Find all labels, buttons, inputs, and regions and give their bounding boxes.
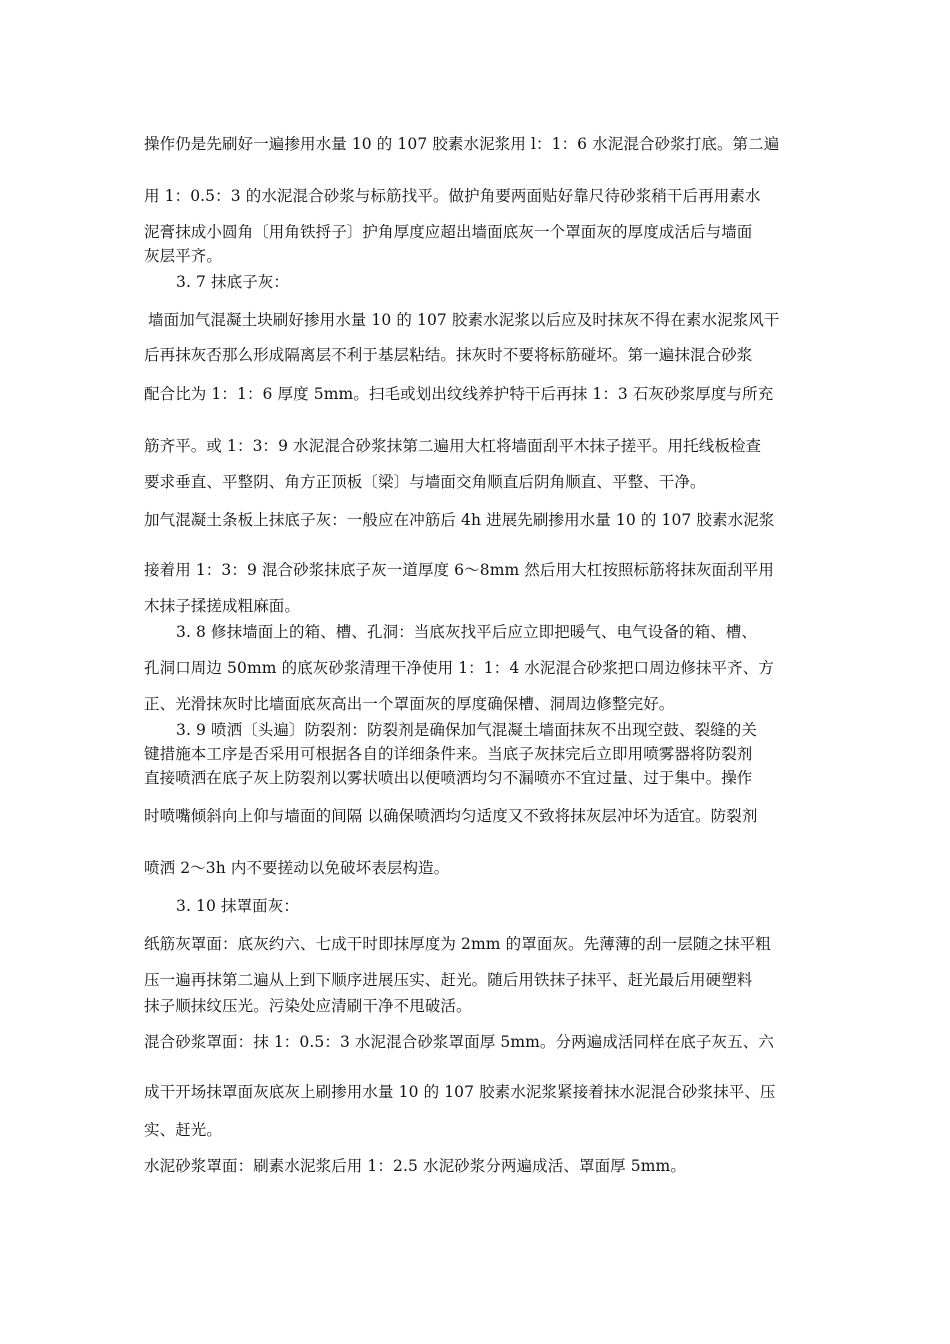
text-line: 实、赶光。	[144, 1121, 223, 1139]
section-heading: 3. 9 喷洒〔头遍〕防裂剂：防裂剂是确保加气混凝土墙面抹灰不出现空鼓、裂缝的关	[176, 721, 758, 739]
section-heading: 3. 8 修抹墙面上的箱、槽、孔洞：当底灰找平后应立即把暖气、电气设备的箱、槽、	[176, 623, 758, 641]
text-line: 要求垂直、平整阴、角方正顶板〔梁〕与墙面交角顺直后阴角顺直、平整、干净。	[144, 473, 706, 491]
text-line: 孔洞口周边 50mm 的底灰砂浆清理干净使用 1：1：4 水泥混合砂浆把口周边修抹平齐、方	[144, 659, 774, 677]
text-line: 用 1：0.5：3 的水泥混合砂浆与标筋找平。做护角要两面贴好靠尺待砂浆稍干后再用素水	[144, 187, 761, 205]
text-line: 筋齐平。或 1：3：9 水泥混合砂浆抹第二遍用大杠将墙面刮平木抹子搓平。用托线板检查	[144, 437, 762, 455]
text-line: 正、光滑抹灰时比墙面底灰高出一个罩面灰的厚度确保槽、洞周边修整完好。	[144, 695, 675, 713]
text-line: 配合比为 1：1：6 厚度 5mm。扫毛或划出纹线养护特干后再抹 1：3 石灰砂浆厚度与所充	[144, 385, 774, 403]
text-line: 喷洒 2～3h 内不要搓动以免破坏表层构造。	[144, 859, 450, 877]
text-line: 接着用 1：3：9 混合砂浆抹底子灰一道厚度 6～8mm 然后用大杠按照标筋将抹灰面刮平用	[144, 561, 774, 579]
text-line: 加气混凝土条板上抹底子灰：一般应在冲筋后 4h 进展先刷掺用水量 10 的 107 胶素水泥浆	[144, 511, 775, 529]
text-line: 泥膏抹成小圆角〔用角铁捋子〕护角厚度应超出墙面底灰一个罩面灰的厚度成活后与墙面	[144, 223, 753, 241]
text-line: 纸筋灰罩面：底灰约六、七成干时即抹厚度为 2mm 的罩面灰。先薄薄的刮一层随之抹平粗	[144, 935, 771, 953]
text-line: 木抹子揉搓成粗麻面。	[144, 597, 301, 615]
text-line: 灰层平齐。	[144, 247, 223, 265]
text-line: 抹子顺抹纹压光。污染处应清刷干净不甩破活。	[144, 997, 472, 1015]
section-heading: 3. 10 抹罩面灰：	[176, 897, 299, 915]
text-line: 直接喷洒在底子灰上防裂剂以雾状喷出以便喷洒均匀不漏喷亦不宜过量、过于集中。操作	[144, 769, 753, 787]
text-line: 水泥砂浆罩面：刷素水泥浆后用 1：2.5 水泥砂浆分两遍成活、罩面厚 5mm。	[144, 1157, 686, 1175]
text-line: 键措施本工序是否采用可根据各自的详细条件来。当底子灰抹完后立即用喷雾器将防裂剂	[144, 745, 753, 763]
text-line: 后再抹灰否那么形成隔离层不利于基层粘结。抹灰时不要将标筋碰坏。第一遍抹混合砂浆	[144, 346, 753, 364]
text-line: 混合砂浆罩面：抹 1：0.5：3 水泥混合砂浆罩面厚 5mm。分两遍成活同样在底子灰五、六	[144, 1033, 774, 1051]
section-heading: 3. 7 抹底子灰：	[176, 273, 290, 291]
text-line: 压一遍再抹第二遍从上到下顺序进展压实、赶光。随后用铁抹子抹平、赶光最后用硬塑料	[144, 971, 753, 989]
text-line: 成干开场抹罩面灰底灰上刷掺用水量 10 的 107 胶素水泥浆紧接着抹水泥混合砂浆抹平、压	[144, 1083, 776, 1101]
text-line: 时喷嘴倾斜向上仰与墙面的间隔 以确保喷洒均匀适度又不致将抹灰层冲坏为适宜。防裂剂	[144, 807, 758, 825]
text-line: 墙面加气混凝土块刷好掺用水量 10 的 107 胶素水泥浆以后应及时抹灰不得在素水泥浆风干	[148, 311, 780, 329]
text-line: 操作仍是先刷好一遍掺用水量 10 的 107 胶素水泥浆用 l：1：6 水泥混合砂浆打底。第二遍	[144, 135, 780, 153]
